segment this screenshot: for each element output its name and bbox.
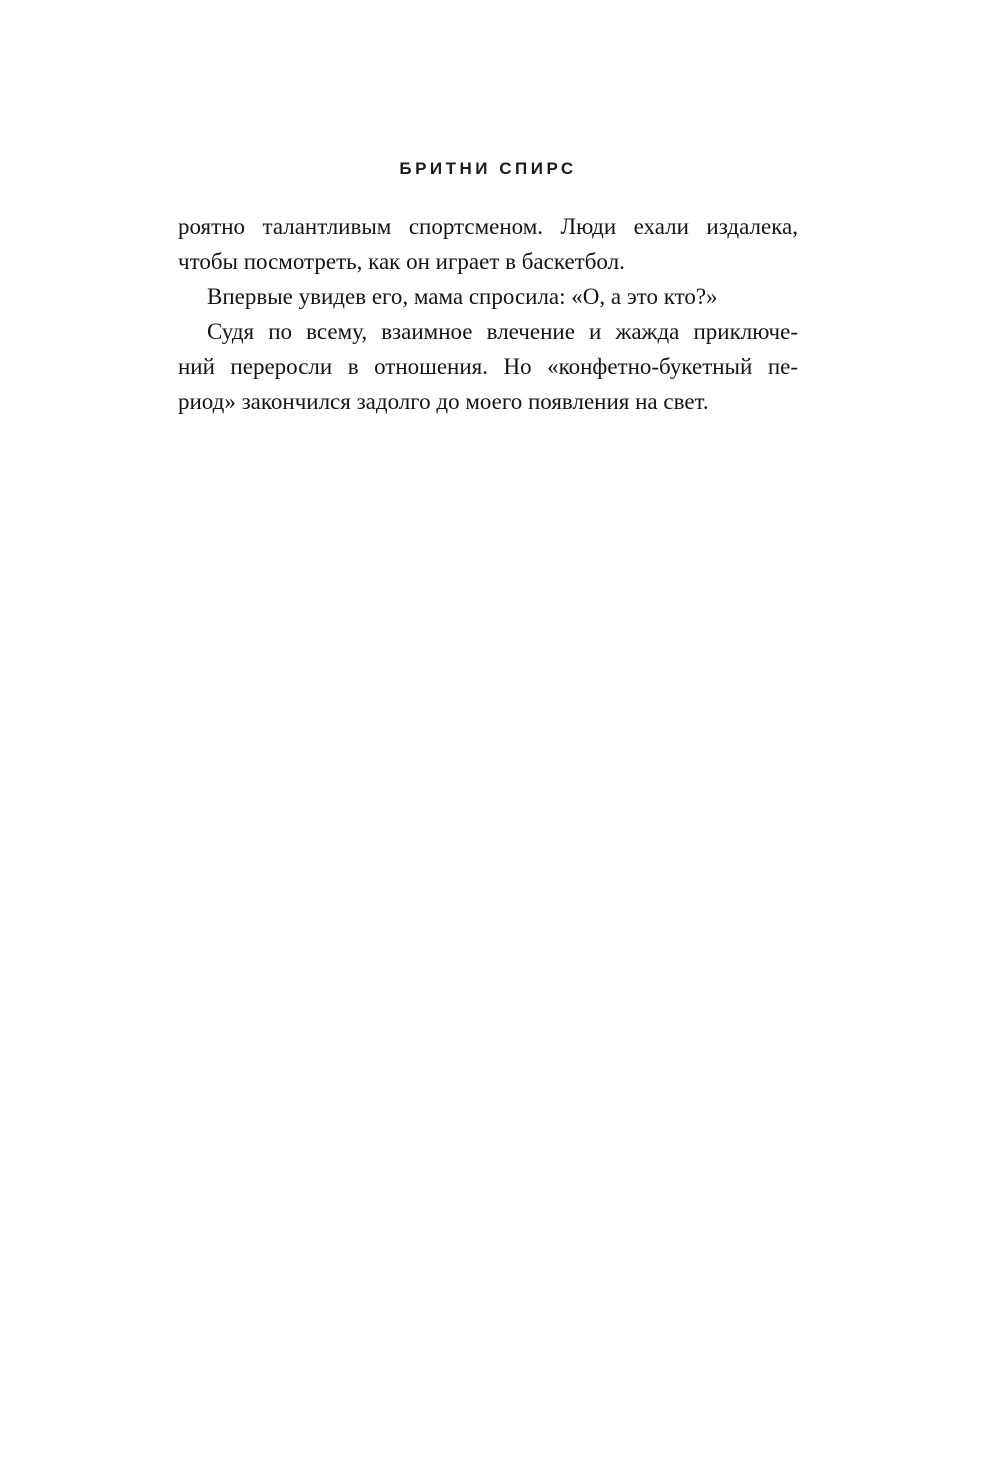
body-text bbox=[178, 209, 798, 419]
body-line-5: ний переросли в отношения. Но «конфетно-букетный пе- bbox=[178, 354, 798, 379]
body-line-6: риод» закончился задолго до моего появления на свет. bbox=[178, 389, 709, 414]
body-line-2: чтобы посмотреть, как он играет в баскетбол. bbox=[178, 249, 625, 274]
body-line-1: роятно талантливым спортсменом. Люди ехали издалека, bbox=[178, 214, 798, 239]
body-line-3: Впервые увидев его, мама спросила: «О, а это кто?» bbox=[207, 284, 718, 309]
body-line-4: Судя по всему, взаимное влечение и жажда приключе- bbox=[207, 319, 798, 344]
running-header: БРИТНИ СПИРС bbox=[399, 159, 577, 178]
